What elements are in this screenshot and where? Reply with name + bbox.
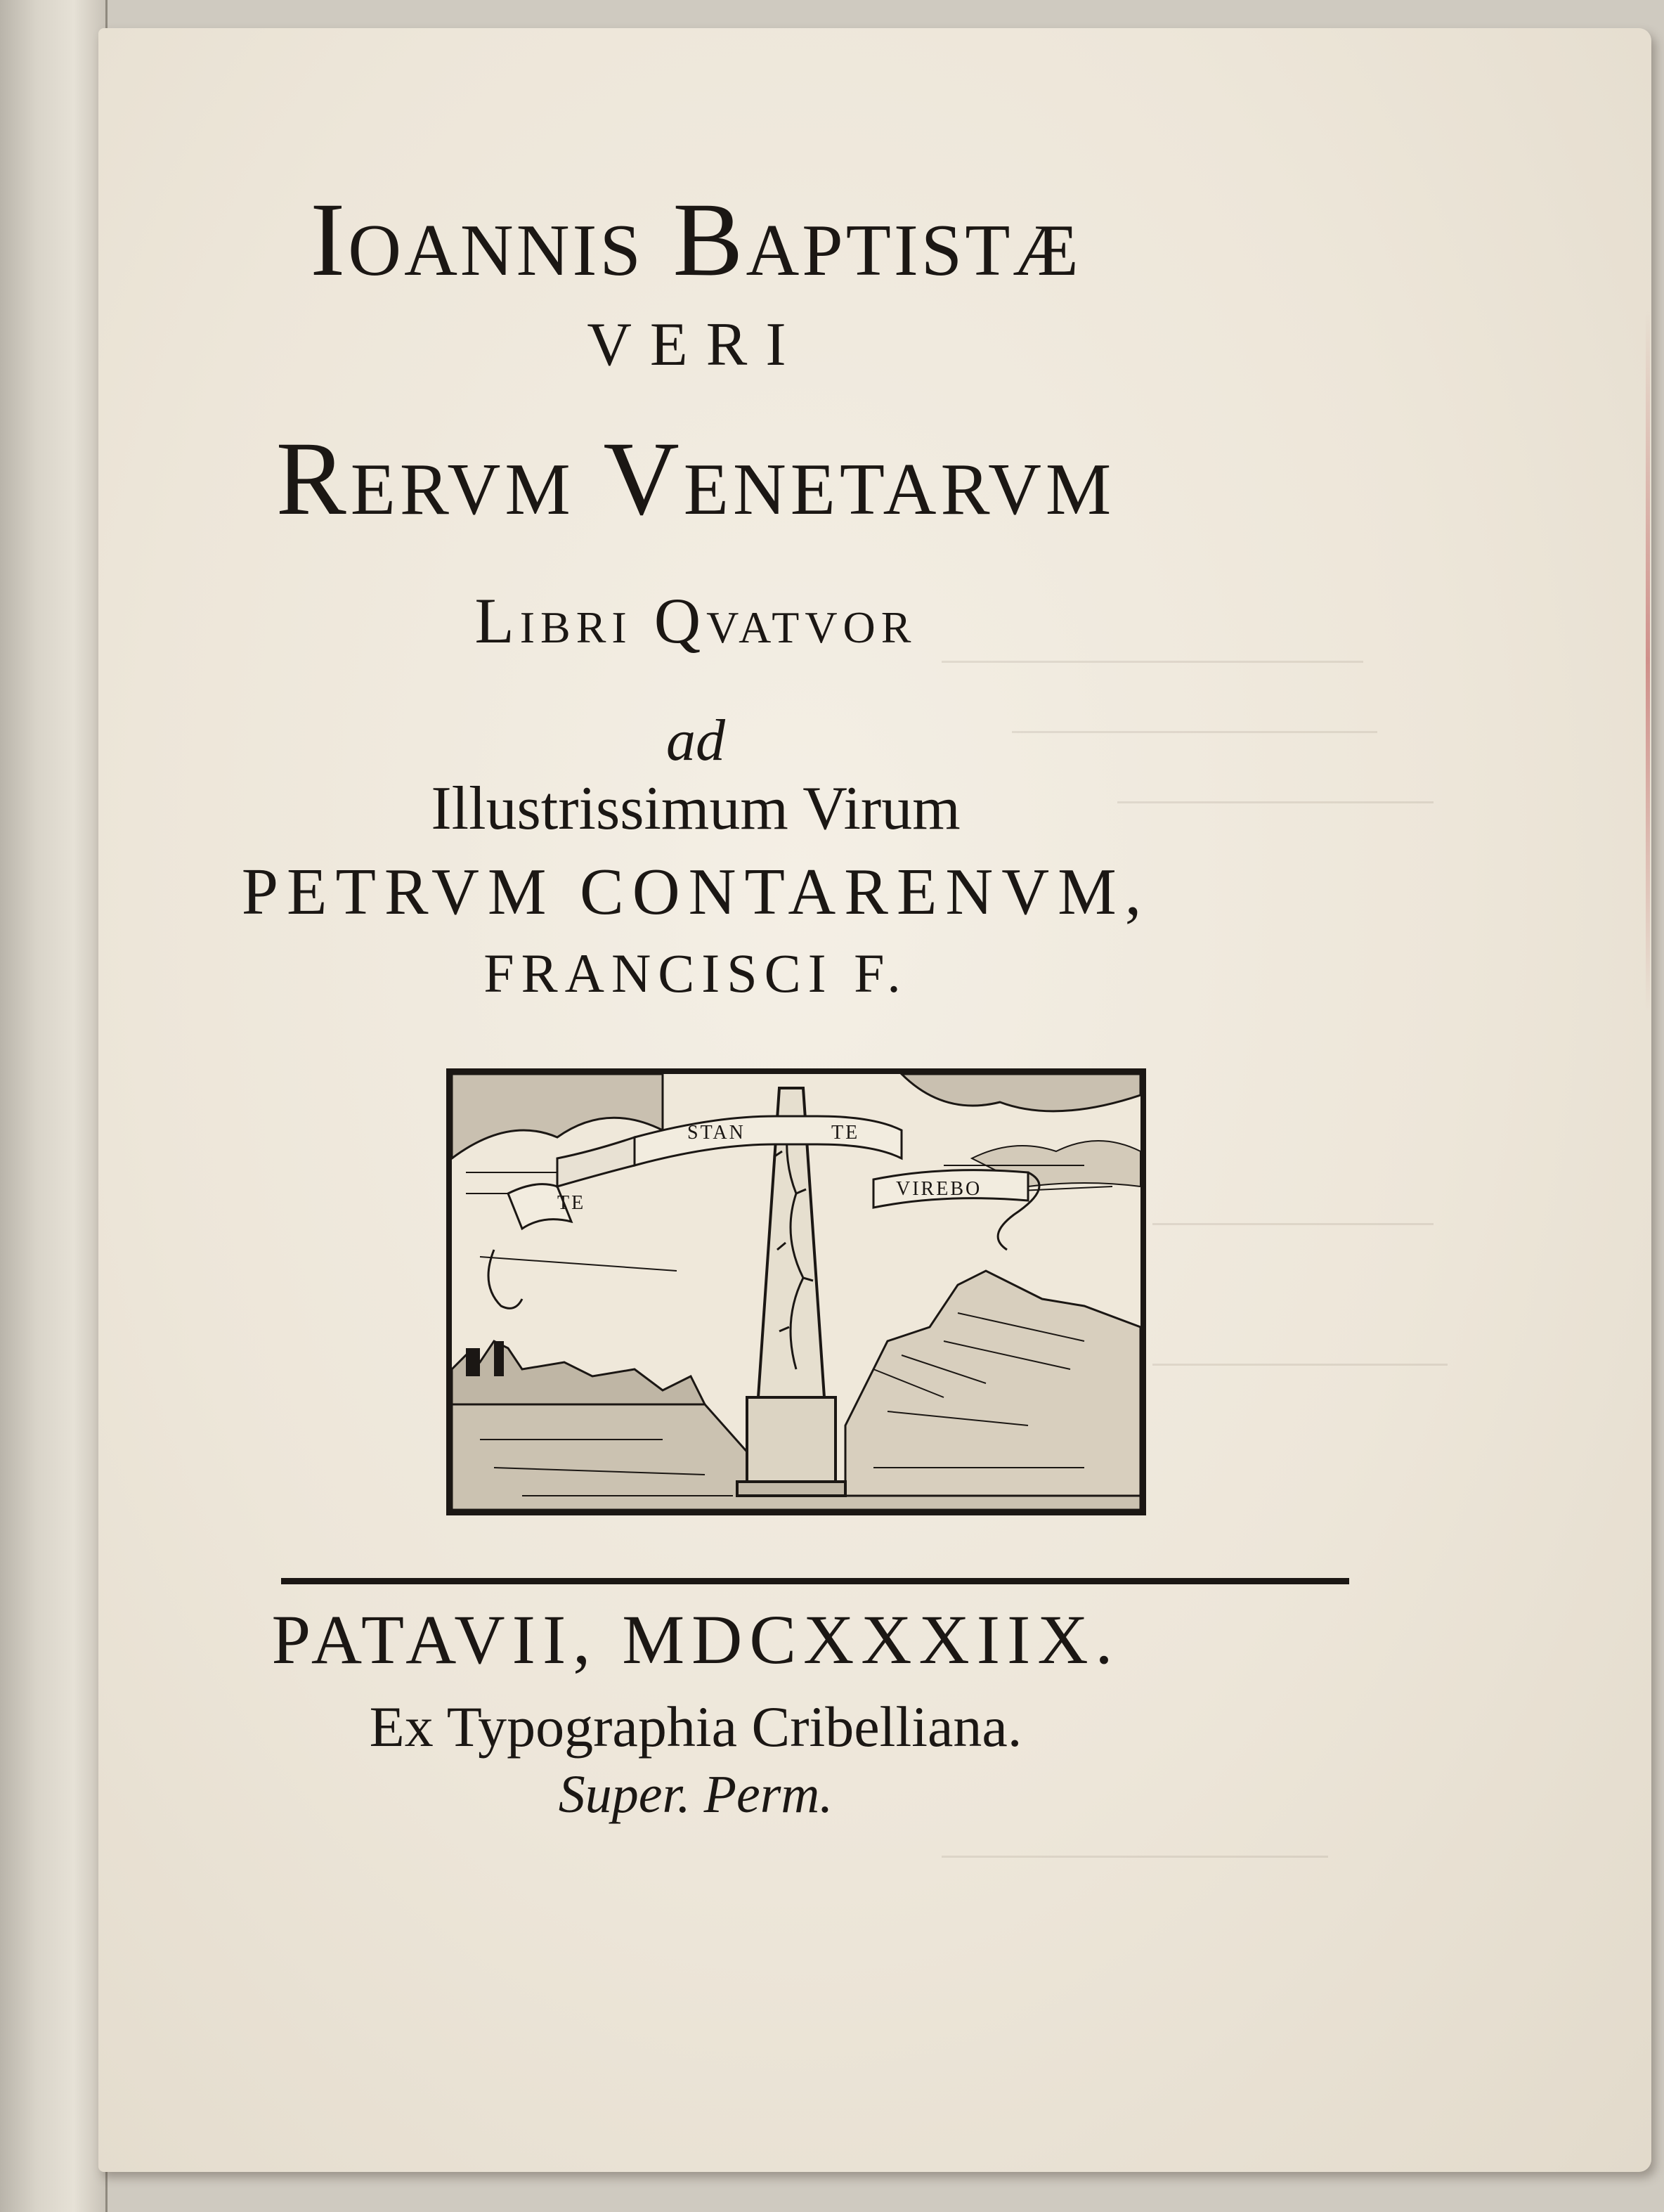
show-through-line xyxy=(942,661,1363,663)
imprint-printer: Ex Typographia Cribelliana. xyxy=(369,1695,1022,1759)
work-title: Rervm Venetarvm xyxy=(275,420,1116,537)
motto-center-text-1: STAN xyxy=(687,1122,746,1144)
books-line: Libri Qvatvor xyxy=(474,585,917,657)
show-through-line xyxy=(1152,1223,1434,1225)
page-edge-tint xyxy=(1646,309,1650,1012)
title-page xyxy=(98,28,1651,2172)
dedicatee-father: FRANCISCI F. xyxy=(483,943,908,1004)
show-through-line xyxy=(1152,1364,1448,1366)
author-name: Ioannis Baptistæ xyxy=(310,181,1081,298)
ad-line: ad xyxy=(666,708,725,773)
motto-left-text: TE xyxy=(557,1192,586,1214)
show-through-line xyxy=(942,1856,1328,1858)
motto-center-text-2: TE xyxy=(831,1122,860,1144)
printers-device-woodcut xyxy=(446,1068,1146,1515)
horizontal-rule xyxy=(281,1578,1349,1584)
author-surname: VERI xyxy=(587,311,805,379)
dedicatee-name: PETRVM CONTARENVM, xyxy=(241,855,1150,929)
imprint-place-year: PATAVII, MDCXXXIIX. xyxy=(271,1600,1120,1679)
imprint-license: Super. Perm. xyxy=(558,1765,833,1824)
woodcut-illustration xyxy=(452,1074,1140,1510)
dedicatee-prefix: Illustrissimum Virum xyxy=(431,775,961,843)
motto-right-text: VIREBO xyxy=(896,1178,982,1200)
